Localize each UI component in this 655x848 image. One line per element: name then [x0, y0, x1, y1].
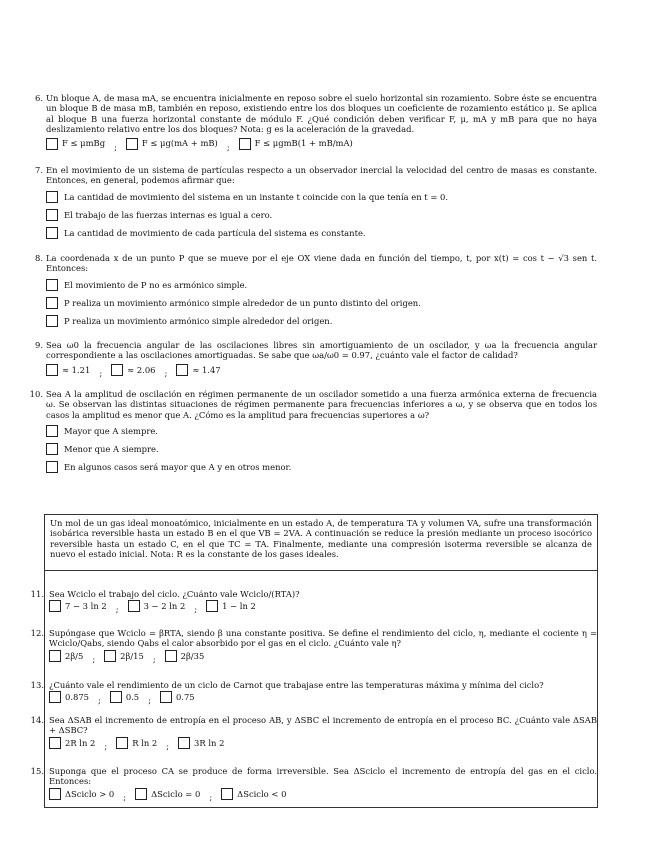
- question-11: [27, 589, 597, 615]
- option-label: 0.5: [125, 692, 140, 703]
- checkbox[interactable]: [49, 788, 61, 800]
- option-label: El movimiento de P no es armónico simple.: [64, 279, 248, 290]
- question-number: 15.: [30, 766, 44, 776]
- answer-options: [49, 691, 597, 705]
- question-number: 12.: [30, 628, 44, 638]
- checkbox[interactable]: [46, 425, 58, 437]
- question-10: [27, 389, 597, 474]
- answer-option[interactable]: [49, 788, 114, 800]
- checkbox[interactable]: [46, 297, 58, 309]
- question-text: En el movimiento de un sistema de partículas respecto a un observador inercial la velocidad del centro de masas es constante. Entonces, en general, podemos afirmar que:: [46, 165, 597, 186]
- option-label: ΔSciclo > 0: [65, 788, 115, 799]
- option-label: ≈ 1.47: [192, 364, 221, 375]
- question-number: 13.: [30, 680, 44, 690]
- question-8: [27, 253, 597, 328]
- checkbox[interactable]: [49, 737, 61, 749]
- question-text: La coordenada x de un punto P que se mueve por el eje OX viene dada en función del tiempo, t, por x(t) = cos t − √3 sen t. Entonces:: [46, 253, 597, 274]
- checkbox[interactable]: [49, 691, 61, 703]
- answer-option[interactable]: [160, 691, 195, 703]
- option-label: ΔSciclo = 0: [151, 788, 201, 799]
- answer-option[interactable]: [46, 314, 597, 328]
- option-label: La cantidad de movimiento de cada partícula del sistema es constante.: [64, 227, 366, 238]
- separator: ;: [226, 141, 230, 152]
- answer-option[interactable]: [46, 296, 597, 310]
- option-label: F ≤ μgmB(1 + mB/mA): [254, 138, 353, 149]
- answer-options: [49, 600, 597, 614]
- question-text: Suponga que el proceso CA se produce de forma irreversible. Sea ΔSciclo el incremento de entropía del gas en el ciclo. Entonces:: [49, 766, 597, 787]
- question-6: [27, 93, 597, 152]
- option-label: ≈ 1.21: [62, 364, 91, 375]
- question-text: Sea A la amplitud de oscilación en régimen permanente de un oscilador sometido a una fuerza armónica externa de frecuencia ω. Se observan las distintas situaciones de régimen permanente para frecuencias inferiores a ω, y se observa que en todos los casos la amplitud es menor que A. ¿Cómo es la amplitud para frecuencias superiores a ω?: [46, 389, 597, 420]
- answer-option[interactable]: [178, 737, 224, 749]
- question-15: [27, 766, 597, 802]
- question-12: [27, 628, 597, 664]
- option-label: R ln 2: [132, 737, 158, 748]
- checkbox[interactable]: [46, 364, 58, 376]
- checkbox[interactable]: [110, 691, 122, 703]
- question-text: Sea Wciclo el trabajo del ciclo. ¿Cuánto vale Wciclo/(RTA)?: [49, 589, 300, 599]
- answer-option[interactable]: [111, 364, 155, 376]
- option-label: 1 − ln 2: [222, 601, 256, 612]
- separator: ;: [115, 604, 119, 615]
- checkbox[interactable]: [46, 443, 58, 455]
- checkbox[interactable]: [176, 364, 188, 376]
- option-label: ≈ 2.06: [127, 364, 156, 375]
- answer-option[interactable]: [46, 190, 597, 204]
- question-13: [27, 680, 597, 706]
- separator: ;: [148, 695, 151, 706]
- answer-option[interactable]: [110, 691, 139, 703]
- separator: ;: [99, 367, 103, 378]
- checkbox[interactable]: [178, 737, 190, 749]
- question-14: [27, 715, 597, 751]
- answer-option[interactable]: [49, 650, 83, 662]
- checkbox[interactable]: [46, 209, 58, 221]
- answer-options: [49, 650, 597, 664]
- question-text: ¿Cuánto vale el rendimiento de un ciclo de Carnot que trabajase entre las temperaturas máxima y mínima del ciclo?: [49, 680, 544, 690]
- checkbox[interactable]: [46, 315, 58, 327]
- checkbox[interactable]: [46, 138, 58, 150]
- answer-options: [46, 138, 597, 152]
- answer-option[interactable]: [49, 600, 107, 612]
- answer-option[interactable]: [176, 364, 220, 376]
- checkbox[interactable]: [128, 600, 140, 612]
- separator: ;: [166, 740, 170, 751]
- checkbox[interactable]: [111, 364, 123, 376]
- option-label: 7 − 3 ln 2: [65, 601, 107, 612]
- separator: ;: [209, 791, 213, 802]
- option-label: 2β/15: [120, 650, 144, 661]
- question-text: Supóngase que Wciclo = βRTA, siendo β una constante positiva. Se define el rendimiento del ciclo, η, mediante el cociente η = Wciclo/Qabs, siendo Qabs el calor absorbido por el gas en el ciclo. ¿Cuánto vale η?: [49, 628, 597, 649]
- question-number: 6.: [35, 93, 43, 103]
- answer-options: [49, 788, 597, 802]
- separator: ;: [97, 695, 101, 706]
- checkbox[interactable]: [49, 600, 61, 612]
- answer-option[interactable]: [116, 737, 157, 749]
- question-9: [27, 340, 597, 378]
- checkbox[interactable]: [46, 227, 58, 239]
- option-label: P realiza un movimiento armónico simple alrededor de un punto distinto del origen.: [64, 297, 421, 308]
- question-number: 11.: [30, 589, 44, 599]
- question-number: 7.: [35, 165, 43, 175]
- answer-option[interactable]: [104, 650, 144, 662]
- answer-option[interactable]: [239, 138, 353, 150]
- answer-option[interactable]: [49, 691, 89, 703]
- option-label: ΔSciclo < 0: [237, 788, 287, 799]
- question-number: 8.: [35, 253, 43, 263]
- option-label: 2β/5: [65, 650, 84, 661]
- separator: ;: [194, 604, 198, 615]
- answer-option[interactable]: [46, 364, 90, 376]
- option-label: 0.75: [175, 692, 195, 703]
- option-label: El trabajo de las fuerzas internas es igual a cero.: [64, 209, 273, 220]
- checkbox[interactable]: [126, 138, 138, 150]
- checkbox[interactable]: [160, 691, 172, 703]
- divider: [44, 570, 598, 571]
- question-text: Sea ΔSAB el incremento de entropía en el proceso AB, y ΔSBC el incremento de entropía en el proceso BC. ¿Cuánto vale ΔSAB + ΔSBC?: [49, 715, 597, 736]
- separator: ;: [123, 791, 127, 802]
- checkbox[interactable]: [135, 788, 147, 800]
- option-label: 2β/35: [180, 650, 205, 661]
- answer-option[interactable]: [46, 208, 597, 222]
- answer-option[interactable]: [46, 278, 597, 292]
- option-label: 0.875: [65, 692, 89, 703]
- option-label: En algunos casos será mayor que A y en otros menor.: [64, 462, 292, 473]
- answer-option[interactable]: [46, 138, 105, 150]
- separator: ;: [152, 653, 156, 664]
- answer-option[interactable]: [128, 600, 186, 612]
- answer-option[interactable]: [46, 226, 597, 240]
- answer-option[interactable]: [135, 788, 200, 800]
- separator: ;: [164, 367, 168, 378]
- option-label: P realiza un movimiento armónico simple alrededor del origen.: [64, 315, 333, 326]
- separator: ;: [92, 653, 96, 664]
- option-label: La cantidad de movimiento del sistema en un instante t coincide con la que tenía en t = 0.: [64, 191, 448, 202]
- answer-option[interactable]: [49, 737, 95, 749]
- answer-option[interactable]: [46, 460, 597, 474]
- answer-options: [46, 364, 597, 378]
- option-label: Menor que A siempre.: [64, 444, 159, 455]
- option-label: F ≤ μmBg: [62, 138, 106, 149]
- separator: ;: [104, 740, 108, 751]
- checkbox[interactable]: [49, 650, 61, 662]
- question-number: 10.: [29, 389, 43, 399]
- question-number: 9.: [35, 340, 43, 350]
- answer-option[interactable]: [46, 424, 597, 438]
- checkbox[interactable]: [165, 650, 177, 662]
- answer-option[interactable]: [206, 600, 256, 612]
- separator: ;: [114, 141, 117, 152]
- answer-options: [49, 737, 597, 751]
- checkbox[interactable]: [46, 191, 58, 203]
- answer-option[interactable]: [221, 788, 286, 800]
- checkbox[interactable]: [206, 600, 218, 612]
- option-label: 3 − 2 ln 2: [143, 601, 186, 612]
- option-label: F ≤ μg(mA + mB): [141, 138, 218, 149]
- answer-option[interactable]: [126, 138, 218, 150]
- problem-statement: Un mol de un gas ideal monoatómico, inicialmente en un estado A, de temperatura TA y volumen VA, sufre una transformación isobárica reversible hasta un estado B en el que VB = 2VA. A continuación se reduce la presión mediante un proceso isocórico reversible hasta un estado C, en el que TC = TA. Finalmente, mediante una compresión isoterma reversible se alcanza de nuevo el estado inicial. Nota: R es la constante de los gases ideales.: [50, 518, 592, 560]
- option-label: 3R ln 2: [194, 737, 225, 748]
- question-text: Sea ω0 la frecuencia angular de las oscilaciones libres sin amortiguamiento de un oscilador, y ωa la frecuencia angular correspondiente a las oscilaciones amortiguadas. Se sabe que ωa/ω0 = 0.97, ¿cuánto vale el factor de calidad?: [46, 340, 597, 361]
- question-number: 14.: [30, 715, 44, 725]
- checkbox[interactable]: [221, 788, 233, 800]
- option-label: Mayor que A siempre.: [64, 426, 158, 437]
- question-text: Un bloque A, de masa mA, se encuentra inicialmente en reposo sobre el suelo horizontal sin rozamiento. Sobre éste se encuentra un bloque B de masa mB, también en reposo, existiendo entre los dos bloques un coeficiente de rozamiento estático μ. Se aplica al bloque B una fuerza horizontal constante de módulo F. ¿Qué condición deben verificar F, μ, mA y mB para que no haya deslizamiento relativo entre los dos bloques? Nota: g es la aceleración de la gravedad.: [46, 93, 597, 135]
- checkbox[interactable]: [46, 279, 58, 291]
- answer-option[interactable]: [46, 442, 597, 456]
- question-7: [27, 165, 597, 240]
- checkbox[interactable]: [104, 650, 116, 662]
- checkbox[interactable]: [46, 461, 58, 473]
- checkbox[interactable]: [239, 138, 251, 150]
- answer-option[interactable]: [165, 650, 205, 662]
- checkbox[interactable]: [116, 737, 128, 749]
- option-label: 2R ln 2: [65, 737, 96, 748]
